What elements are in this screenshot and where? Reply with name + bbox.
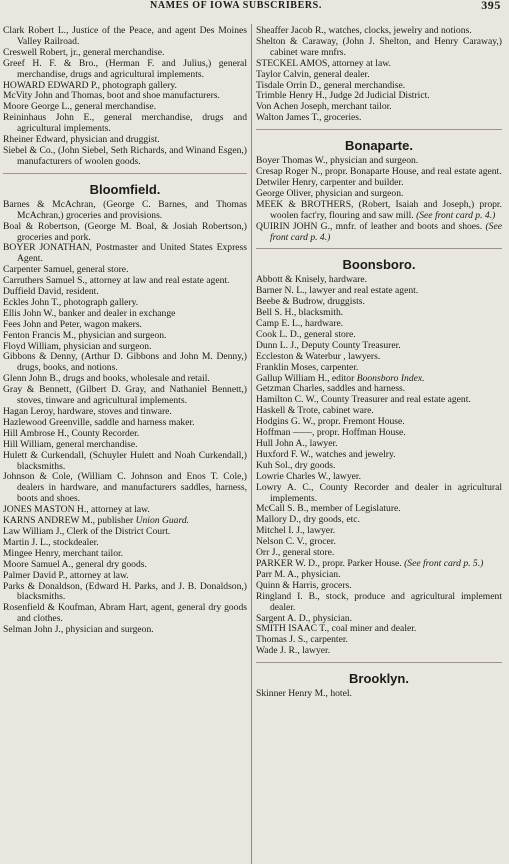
subscriber-entry [3, 243, 247, 265]
entry-text: Hulett & Curkendall, (Schuyler Hulett and Noah Curkendall,) blacksmiths. [3, 449, 247, 472]
page-number: 395 [481, 0, 501, 12]
entry-text: Camp E. L., hardware. [256, 318, 344, 330]
entry-text: JONES MASTON H., attorney at law. [3, 504, 150, 516]
entry-text: Quinn & Harris, grocers. [256, 579, 352, 591]
section-separator [3, 173, 247, 174]
subscriber-entry [256, 646, 502, 657]
entry-text: Hull John A., lawyer. [256, 438, 338, 449]
entry-text: Shelton & Caraway, (John J. Shelton, and Henry Caraway,) cabinet ware mnfrs. [256, 35, 502, 58]
entry-text: MEEK & BROTHERS, (Robert, Isaiah and Joseph,) propr. woolen fact'ry, flouring and saw mill. [256, 198, 502, 221]
entry-text: Hill Ambrose H., County Recorder. [3, 427, 140, 439]
entry-text: Palmer David P., attorney at law. [3, 569, 129, 581]
entry-text: Hamilton C. W., County Treasurer and real estate agent. [256, 394, 471, 406]
entry-text: Clark Robert L., Justice of the Peace, and agent Des Moines Valley Railroad. [3, 26, 247, 47]
subscriber-entry [256, 200, 502, 222]
entry-text: Barner N. L., lawyer and real estate agent. [256, 285, 419, 297]
entry-text: SMITH ISAAC T., coal miner and dealer. [256, 623, 417, 635]
entry-text: Bell S. H., blacksmith. [256, 307, 344, 319]
subscriber-entry [256, 689, 502, 700]
subscriber-entry [3, 113, 247, 135]
entry-text: Nelson C. V., grocer. [256, 536, 336, 548]
entry-text: Lowry A. C., County Recorder and dealer in agricultural implements. [256, 481, 502, 504]
entry-text: Barnes & McAchran, (George C. Barnes, and Thomas McAchran,) groceries and provisions. [3, 198, 247, 221]
entry-text: Gray & Bennett, (Gilbert D. Gray, and Nathaniel Bennett,) stoves, tinware and agricultural implements. [3, 384, 247, 407]
entry-text: Abbott & Knisely, hardware. [256, 274, 368, 286]
entry-text: Law William J., Clerk of the District Court. [3, 525, 171, 537]
entry-text: Parr M. A., physician. [256, 568, 341, 580]
entry-text: Rosenfield & Koufman, Abram Hart, agent, general dry goods and clothes. [3, 602, 247, 625]
entry-text: Reininhaus John E., general merchandise, drugs and agricultural implements. [3, 112, 247, 135]
entry-italic-note: Boonsboro Index. [356, 372, 425, 384]
subscriber-entry [256, 222, 502, 244]
entry-text: Beebe & Budrow, druggists. [256, 296, 365, 308]
entry-text: Mingee Henry, merchant tailor. [3, 547, 124, 559]
town-heading: Bloomfield. [89, 181, 161, 197]
town-heading: Bonaparte. [345, 138, 413, 154]
entry-text: Lowrie Charles W., lawyer. [256, 470, 361, 482]
entry-text: Ringland I. B., stock, produce and agricultural implement dealer. [256, 590, 502, 613]
entry-text: Siebel & Co., (John Siebel, Seth Richards, and Winand Esgen,) manufacturers of woolen goods. [3, 144, 247, 167]
entry-text: Johnson & Cole, (William C. Johnson and Enos T. Cole,) dealers in hardware, and manufacturers saddles, harness, boots and shoes. [3, 471, 247, 505]
subscriber-entry [256, 37, 502, 59]
entry-text: Rheiner Edward, physician and druggist. [3, 134, 160, 146]
entry-text: George Oliver, physician and surgeon. [256, 187, 404, 199]
entry-text: Trimble Henry H., Judge 2d Judicial District. [256, 90, 430, 102]
entry-text: Cresap Roger N., propr. Bonaparte House, and real estate agent. [256, 166, 502, 178]
entry-text: Ellis John W., banker and dealer in exchange [3, 307, 176, 319]
entry-text: Boal & Robertson, (George M. Boal, & Josiah Robertson,) groceries and pork. [3, 220, 247, 243]
entry-text: Tisdale Orrin D., general merchandise. [256, 79, 406, 91]
entry-text: Glenn John B., drugs and books, wholesale and retail. [3, 373, 210, 385]
entry-text: Cook L. D., general store. [256, 328, 356, 340]
subscriber-entry [256, 592, 502, 614]
entry-text: Hazlewood Greenville, saddle and harness maker. [3, 416, 195, 428]
entry-text: Duffield David, resident. [3, 286, 99, 298]
entry-text: Von Achen Joseph, merchant tailor. [256, 101, 392, 113]
entry-text: Detwiler Henry, carpenter and builder. [256, 176, 404, 188]
entry-text: PARKER W. D., propr. Parker House. [256, 557, 402, 569]
right-column [256, 26, 502, 864]
entry-text: Greef H. F. & Bro., (Herman F. and Julius,) general merchandise, drugs and agricultural implements. [3, 57, 247, 80]
entry-text: Parks & Donaldson, (Edward H. Parks, and J. B. Donaldson,) blacksmiths. [3, 580, 247, 603]
entry-text: Dunn L. J., Deputy County Treasurer. [256, 339, 401, 351]
entry-italic-note: (See front card p. 4.) [270, 220, 502, 243]
entry-text: Eckles John T., photograph gallery. [3, 296, 139, 308]
subscriber-entry [3, 59, 247, 81]
subscriber-entry [3, 582, 247, 604]
entry-text: Fees John and Peter, wagon makers. [3, 318, 142, 330]
entry-text: Skinner Henry M., hotel. [256, 688, 352, 700]
entry-text: Eccleston & Waterbur , lawyers. [256, 350, 381, 362]
entry-text: Franklin Moses, carpenter. [256, 361, 359, 373]
entry-text: Sargent A. D., physician. [256, 612, 353, 624]
entry-text: Carruthers Samuel S., attorney at law and real estate agent. [3, 275, 230, 287]
entry-text: Wade J. R., lawyer. [256, 645, 331, 657]
entry-text: Hagan Leroy, hardware, stoves and tinware. [3, 406, 172, 417]
entry-text: BOYER JONATHAN, Postmaster and United States Express Agent. [3, 242, 247, 265]
entry-text: Huxford F. W., watches and jewelry. [256, 448, 396, 460]
subscriber-entry [3, 352, 247, 374]
entry-text: Taylor Calvin, general dealer. [256, 68, 370, 80]
section-separator [256, 129, 502, 130]
subscriber-entry [3, 603, 247, 625]
subscriber-entry [3, 222, 247, 244]
entry-italic-note: (See front card p. 4.) [416, 209, 496, 221]
page-header [0, 0, 509, 14]
entry-text: Carpenter Samuel, general store. [3, 264, 129, 276]
entry-text: Orr J., general store. [256, 547, 335, 559]
entry-text: Walton James T., groceries. [256, 112, 362, 124]
subscriber-entry [3, 451, 247, 473]
entry-text: Moore George L., general merchandise. [3, 101, 156, 113]
entry-text: Hodgins G. W., propr. Fremont House. [256, 416, 405, 428]
entry-text: Creswell Robert, jr., general merchandise. [3, 46, 165, 58]
subscriber-entry [3, 146, 247, 168]
entry-text: STECKEL AMOS, attorney at law. [256, 57, 391, 69]
subscriber-entry [3, 385, 247, 407]
subscriber-entry [256, 483, 502, 505]
subscriber-entry [3, 472, 247, 505]
subscriber-entry [3, 26, 247, 48]
entry-text: Gallup William H., editor [256, 372, 355, 384]
entry-text: Sheaffer Jacob R., watches, clocks, jewelry and notions. [256, 26, 472, 36]
subscriber-entry [3, 625, 247, 636]
entry-text: Moore Samuel A., general dry goods. [3, 558, 147, 570]
entry-text: Mitchel I. J., lawyer. [256, 525, 336, 537]
column-divider [251, 24, 252, 864]
subscriber-entry [3, 200, 247, 222]
entry-text: Martin J. L., stockdealer. [3, 536, 99, 548]
entry-text: Floyd William, physician and surgeon. [3, 340, 152, 352]
section-separator [256, 248, 502, 249]
entry-italic-note: (See front card p. 5.) [404, 557, 484, 569]
entry-italic-note: Union Guard. [135, 515, 190, 527]
subscriber-entry [256, 113, 502, 124]
entry-text: Kuh Sol., dry goods. [256, 459, 336, 471]
entry-text: Haskell & Trote, cabinet ware. [256, 405, 374, 417]
town-heading: Boonsboro. [342, 257, 416, 273]
entry-text: Boyer Thomas W., physician and surgeon. [256, 155, 419, 167]
entry-text: HOWARD EDWARD P., photograph gallery. [3, 79, 177, 91]
entry-text: Hoffman ——, propr. Hoffman House. [256, 427, 406, 439]
running-title: NAMES OF IOWA SUBSCRIBERS. [150, 0, 322, 11]
entry-text: Mallory D., dry goods, etc. [256, 514, 360, 526]
town-heading: Brooklyn. [349, 671, 409, 687]
entry-text: Gibbons & Denny, (Arthur D. Gibbons and John M. Denny,) drugs, books, and notions. [3, 351, 247, 374]
entry-text: Hill William, general merchandise. [3, 438, 138, 450]
entry-text: McVity John and Thomas, boot and shoe manufacturers. [3, 90, 220, 102]
entry-text: McCall S. B., member of Legislature. [256, 503, 401, 515]
left-column [3, 26, 247, 864]
entry-text: Fenton Francis M., physician and surgeon. [3, 329, 167, 341]
entry-text: Getzman Charles, saddles and harness. [256, 383, 406, 395]
entry-text: KARNS ANDREW M., publisher [3, 515, 134, 527]
entry-text: Selman John J., physician and surgeon. [3, 624, 154, 636]
entry-text: Thomas J. S., carpenter. [256, 634, 348, 646]
entry-text: QUIRIN JOHN G., mnfr. of leather and boots and shoes. [256, 220, 483, 232]
section-separator [256, 662, 502, 663]
